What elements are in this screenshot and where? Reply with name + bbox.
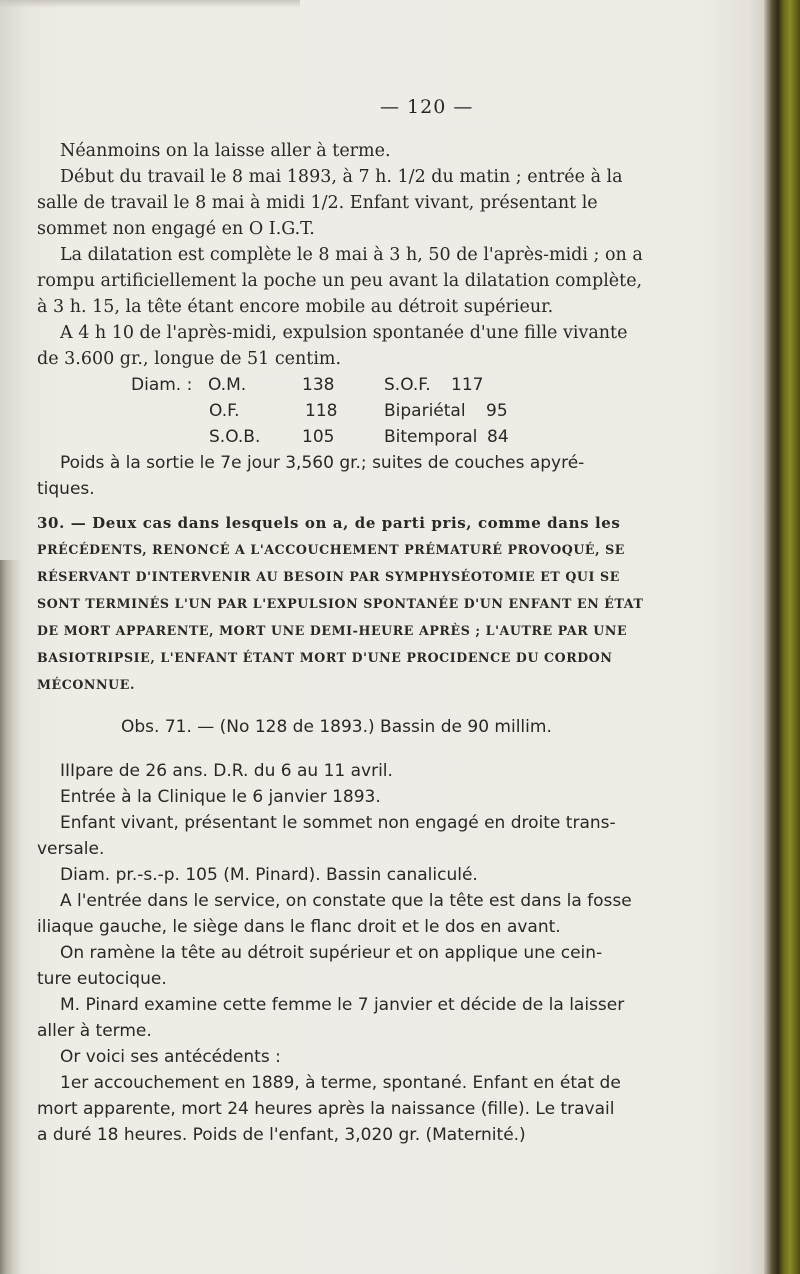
section-heading: PRÉCÉDENTS, RENONCÉ A L'ACCOUCHEMENT PRÉMATURÉ PROVOQUÉ, SE (37, 542, 625, 557)
text-line: tiques. (37, 479, 95, 499)
text-line: Entrée à la Clinique le 6 janvier 1893. (60, 787, 381, 807)
diam-cell: 118 (305, 401, 338, 421)
text-line: sommet non engagé en O I.G.T. (37, 219, 315, 239)
text-line: mort apparente, mort 24 heures après la naissance (fille). Le travail (37, 1099, 615, 1119)
diam-cell: O.M. (208, 375, 247, 395)
text-line: iliaque gauche, le siège dans le flanc droit et le dos en avant. (37, 917, 561, 937)
section-heading: MÉCONNUE. (37, 677, 135, 692)
diam-cell: O.F. (209, 401, 240, 421)
text-line: A 4 h 10 de l'après-midi, expulsion spontanée d'une fille vivante (60, 323, 628, 343)
text-line: de 3.600 gr., longue de 51 centim. (37, 349, 342, 369)
text-line: 1er accouchement en 1889, à terme, spontané. Enfant en état de (60, 1073, 621, 1093)
section-heading: DE MORT APPARENTE, MORT UNE DEMI-HEURE APRÈS ; L'AUTRE PAR UNE (37, 623, 628, 638)
diam-cell: 138 (302, 375, 335, 395)
section-heading: RÉSERVANT D'INTERVENIR AU BESOIN PAR SYMPHYSÉOTOMIE ET QUI SE (37, 569, 620, 584)
text-line: Néanmoins on la laisse aller à terme. (60, 141, 391, 161)
diam-cell: Bitemporal (384, 427, 478, 447)
diam-cell: 105 (302, 427, 335, 447)
section-heading: SONT TERMINÉS L'UN PAR L'EXPULSION SPONTANÉE D'UN ENFANT EN ÉTAT (37, 596, 644, 611)
text-line: Diam. pr.-s.-p. 105 (M. Pinard). Bassin canaliculé. (60, 865, 478, 885)
text-line: rompu artificiellement la poche un peu avant la dilatation complète, (37, 271, 643, 291)
text-line: On ramène la tête au détroit supérieur et on applique une cein- (60, 943, 603, 963)
diam-cell: 95 (486, 401, 508, 421)
text-line: Or voici ses antécédents : (60, 1047, 281, 1067)
text-line: aller à terme. (37, 1021, 152, 1041)
text-line: a duré 18 heures. Poids de l'enfant, 3,020 gr. (Maternité.) (37, 1125, 526, 1145)
text-line: salle de travail le 8 mai à midi 1/2. Enfant vivant, présentant le (37, 193, 598, 213)
diam-cell: S.O.F. (384, 375, 431, 395)
section-heading: 30. — Deux cas dans lesquels on a, de parti pris, comme dans les (37, 514, 621, 532)
text-line: à 3 h. 15, la tête étant encore mobile au détroit supérieur. (37, 297, 554, 317)
diam-cell: S.O.B. (209, 427, 261, 447)
observation-title: Obs. 71. — (No 128 de 1893.) Bassin de 90 millim. (121, 717, 552, 737)
diam-cell: 117 (451, 375, 484, 395)
diam-label: Diam. : (131, 375, 193, 395)
diam-cell: Bipariétal (384, 401, 466, 421)
section-heading: BASIOTRIPSIE, L'ENFANT ÉTANT MORT D'UNE PROCIDENCE DU CORDON (37, 650, 613, 665)
page-number: — 120 — (380, 96, 474, 118)
diam-cell: 84 (487, 427, 509, 447)
text-line: ture eutocique. (37, 969, 167, 989)
text-line: A l'entrée dans le service, on constate que la tête est dans la fosse (60, 891, 632, 911)
text-line: versale. (37, 839, 105, 859)
text-line: M. Pinard examine cette femme le 7 janvier et décide de la laisser (60, 995, 625, 1015)
text-line: La dilatation est complète le 8 mai à 3 h, 50 de l'après-midi ; on a (60, 245, 643, 265)
text-line: Enfant vivant, présentant le sommet non engagé en droite trans- (60, 813, 616, 833)
text-line: IIIpare de 26 ans. D.R. du 6 au 11 avril. (60, 761, 393, 781)
text-line: Début du travail le 8 mai 1893, à 7 h. 1/2 du matin ; entrée à la (60, 167, 623, 187)
text-line: Poids à la sortie le 7e jour 3,560 gr.; suites de couches apyré- (60, 453, 585, 473)
